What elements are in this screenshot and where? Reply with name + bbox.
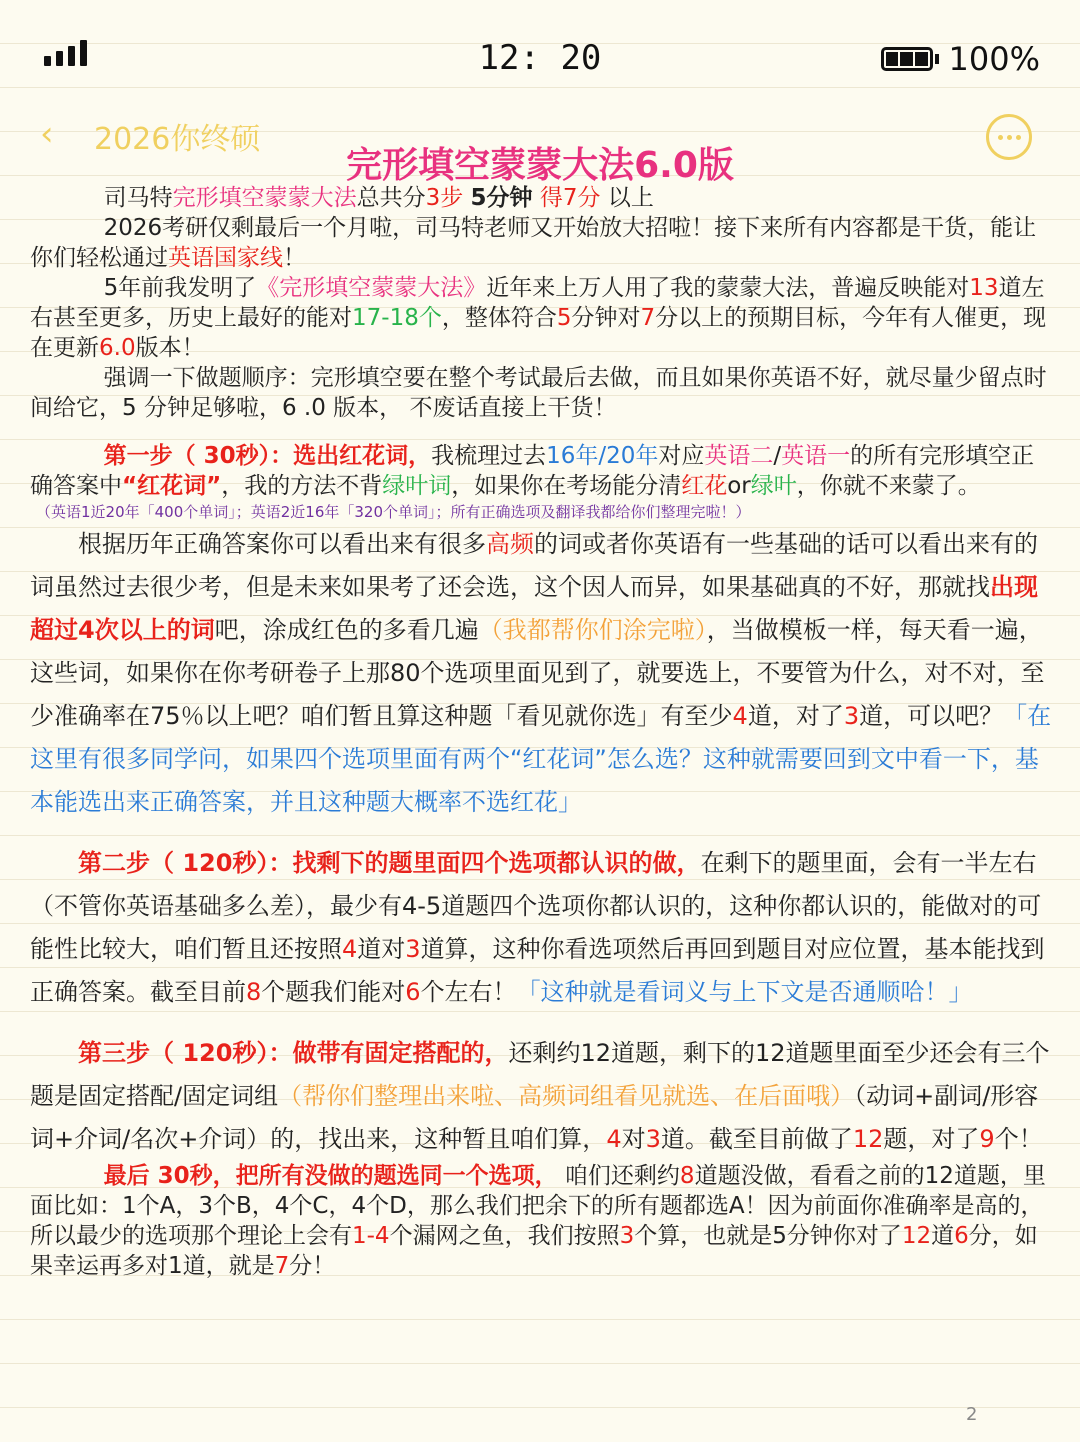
text-run: 英语二 bbox=[704, 443, 774, 469]
text-run: 16年/20年 bbox=[546, 443, 659, 469]
text-run: 9 bbox=[979, 1125, 995, 1153]
text-run: 第一步（ 30秒）：选出红花词， bbox=[103, 443, 432, 469]
text-run: 《完形填空蒙蒙大法》 bbox=[256, 275, 487, 301]
frequency-paragraph bbox=[30, 523, 1054, 824]
text-run: 以上 bbox=[600, 185, 654, 211]
text-run: 的词或者你英语有一些基础的话可以看出来有的词虽然过去很少考，但是未来如果考了还会选，这个因人而异，如果基础真的不好，那就找 bbox=[30, 530, 1038, 601]
text-run: 5分钟 bbox=[470, 185, 533, 211]
text-run: 道 bbox=[931, 1223, 955, 1249]
intro-paragraph bbox=[30, 213, 1054, 273]
text-run: 绿叶 bbox=[750, 473, 797, 499]
text-run: 13 bbox=[969, 275, 999, 301]
text-run: 出现超过4次以上的词 bbox=[30, 573, 1038, 644]
text-run: 3 bbox=[405, 935, 421, 963]
text-run: ，整体符合 bbox=[441, 305, 557, 331]
text-run: 「在这里有很多同学问，如果四个选项里面有两个“红花词”怎么选？这种就需要回到文中看一下，基本能选出来正确答案，并且这种题大概率不选红花」 bbox=[30, 702, 1052, 816]
text-run: （我都帮你们涂完啦） bbox=[478, 616, 707, 644]
text-run: 我梳理过去 bbox=[431, 443, 547, 469]
step-two-paragraph bbox=[30, 842, 1054, 1014]
text-run: ！ bbox=[283, 245, 306, 271]
text-run: 最后 30秒，把所有没做的题选同一个选项， bbox=[103, 1163, 558, 1189]
back-icon[interactable]: ‹ bbox=[40, 114, 54, 154]
text-run: 个漏网之鱼，我们按照 bbox=[389, 1223, 620, 1249]
text-run bbox=[463, 185, 470, 211]
text-run: 对 bbox=[621, 1125, 646, 1153]
text-run: 在剩下的题里面，会有一半左右（不管你英语基础多么差），最少有4-5道题四个选项你都认识的，这种你都认识的，能做对的可能性比较大，咱们暂且还按照 bbox=[30, 849, 1042, 963]
text-run: 8 bbox=[679, 1163, 695, 1189]
text-run: 6 bbox=[954, 1223, 969, 1249]
nav-title[interactable]: 2026你终硕 bbox=[94, 122, 261, 157]
text-run: 题，对了 bbox=[883, 1125, 980, 1153]
text-run: 个算，也就是5分钟你对了 bbox=[634, 1223, 902, 1249]
text-run: 个！ bbox=[994, 1125, 1043, 1153]
text-run: 英语国家线 bbox=[168, 245, 283, 271]
word-count-note: （英语1近20年「400个单词」；英语2近16年「320个单词」；所有正确选项及翻译我都给你们整理完啦！） bbox=[36, 503, 751, 521]
step-one-paragraph bbox=[30, 441, 1054, 501]
text-run: 3 bbox=[645, 1125, 661, 1153]
text-run: 道，对了 bbox=[747, 702, 844, 730]
text-run: 5年前我发明了 bbox=[103, 275, 257, 301]
text-run: （动词+副词/形容词+介词/名次+介词）的，找出来，这种暂且咱们算， bbox=[30, 1082, 1039, 1153]
intro-paragraph bbox=[30, 363, 1054, 423]
text-run: 第二步（ 120秒）：找剩下的题里面四个选项都认识的做， bbox=[78, 849, 701, 877]
text-run: 4 bbox=[732, 702, 748, 730]
text-run: 红花 bbox=[681, 473, 728, 499]
text-run: 道算，这种你看选项然后再回到题目对应位置，基本能找到正确答案。截至目前 bbox=[30, 935, 1045, 1006]
text-run: 的所有完形填空正确答案中 bbox=[30, 443, 1035, 499]
text-run: 高频 bbox=[486, 530, 534, 558]
text-run: 道，可以吧？ bbox=[859, 702, 1004, 730]
text-run: ，我的方法不背 bbox=[221, 473, 383, 499]
text-run: or bbox=[727, 473, 751, 499]
text-run: 5 bbox=[556, 305, 572, 331]
text-run: 分，如果幸运再多对1道，就是 bbox=[30, 1223, 1038, 1279]
text-run: 17-18个 bbox=[352, 305, 442, 331]
document-body bbox=[30, 183, 1054, 1281]
text-run: 12 bbox=[901, 1223, 932, 1249]
text-run: 6.0 bbox=[99, 335, 136, 361]
text-run: 咱们还剩约 bbox=[557, 1163, 680, 1189]
text-run: 道题没做，看看之前的12道题，里面比如：1个A，3个B，4个C，4个D，那么我们把余下的所有题都选A！因为前面你准确率是高的，所以最少的选项那个理论上会有 bbox=[30, 1163, 1046, 1249]
step-three-paragraph bbox=[30, 1032, 1054, 1161]
text-run: 3 bbox=[619, 1223, 635, 1249]
text-run: / bbox=[773, 443, 782, 469]
text-run: 总共分 bbox=[356, 185, 426, 211]
intro-paragraph bbox=[30, 183, 1054, 213]
text-run: 道左右甚至更多，历史上最好的能对 bbox=[30, 275, 1045, 331]
text-run: 个题我们能对 bbox=[261, 978, 406, 1006]
text-run: 3 bbox=[843, 702, 860, 730]
text-run bbox=[533, 185, 540, 211]
text-run: 个左右！ bbox=[420, 978, 517, 1006]
text-run: （帮你们整理出来啦、高频词组看见就选、在后面哦） bbox=[278, 1082, 855, 1110]
text-run: 绿叶词 bbox=[382, 473, 452, 499]
text-run: ，当做模板一样，每天看一遍，这些词，如果你在你考研卷子上那80个选项里面见到了，就要选上，不要管为什么，对不对，至少准确率在75％以上吧？咱们暂且算这种题「看见就你选」有至少 bbox=[30, 616, 1045, 730]
text-run: 分以上的预期目标，今年有人催更，现在更新 bbox=[30, 305, 1047, 361]
text-run: 7 bbox=[274, 1253, 290, 1279]
intro-section bbox=[30, 183, 1054, 423]
text-run: 强调一下做题顺序：完形填空要在整个考试最后去做，而且如果你英语不好，就尽量少留点时间给它，5 分钟足够啦，6 .0 版本， 不废话直接上干货！ bbox=[30, 365, 1047, 421]
text-run: 8 bbox=[246, 978, 262, 1006]
status-time: 12: 20 bbox=[478, 38, 602, 78]
text-run: 第三步（ 120秒）：做带有固定搭配的， bbox=[78, 1039, 509, 1067]
battery-icon bbox=[881, 47, 933, 71]
page-number: 2 bbox=[966, 1404, 978, 1425]
text-run: 1-4 bbox=[352, 1223, 390, 1249]
status-bar bbox=[0, 0, 1080, 110]
text-run: 完形填空蒙蒙大法 bbox=[172, 185, 357, 211]
battery-indicator bbox=[881, 40, 1040, 78]
final-step-paragraph bbox=[30, 1161, 1054, 1281]
text-run: 得7分 bbox=[539, 185, 601, 211]
text-run: 英语一 bbox=[781, 443, 851, 469]
text-run: 近年来上万人用了我的蒙蒙大法，普遍反映能对 bbox=[486, 275, 970, 301]
text-run: 对应 bbox=[658, 443, 705, 469]
text-run: 7 bbox=[640, 305, 656, 331]
text-run: 12 bbox=[852, 1125, 884, 1153]
text-run: 根据历年正确答案你可以看出来有很多 bbox=[78, 530, 486, 558]
text-run: 3步 bbox=[425, 185, 464, 211]
text-run: 分！ bbox=[289, 1253, 336, 1279]
intro-paragraph bbox=[30, 273, 1054, 363]
text-run: ，如果你在考场能分清 bbox=[451, 473, 682, 499]
text-run: 版本！ bbox=[135, 335, 205, 361]
text-run: 道。截至目前做了 bbox=[660, 1125, 853, 1153]
text-run: “红花词” bbox=[122, 473, 222, 499]
text-run: 4 bbox=[606, 1125, 622, 1153]
page-title: 完形填空蒙蒙大法6.0版 bbox=[346, 145, 734, 186]
text-run: 道对 bbox=[357, 935, 406, 963]
text-run: 「这种就是看词义与上下文是否通顺哈！」 bbox=[516, 978, 973, 1006]
text-run: 2026考研仅剩最后一个月啦，司马特老师又开始放大招啦！接下来所有内容都是干货，能让你们轻松通过 bbox=[30, 215, 1037, 271]
text-run: 6 bbox=[405, 978, 421, 1006]
text-run: ，你就不来蒙了。 bbox=[796, 473, 981, 499]
text-run: 司马特 bbox=[103, 185, 173, 211]
battery-percent: 100% bbox=[948, 40, 1040, 78]
text-run: 还剩约12道题，剩下的12道题里面至少还会有三个题是固定搭配/固定词组 bbox=[30, 1039, 1050, 1110]
battery-tip bbox=[935, 54, 939, 64]
text-run: 分钟对 bbox=[571, 305, 641, 331]
text-run: 吧，涂成红色的多看几遍 bbox=[214, 616, 479, 644]
text-run: 4 bbox=[342, 935, 358, 963]
